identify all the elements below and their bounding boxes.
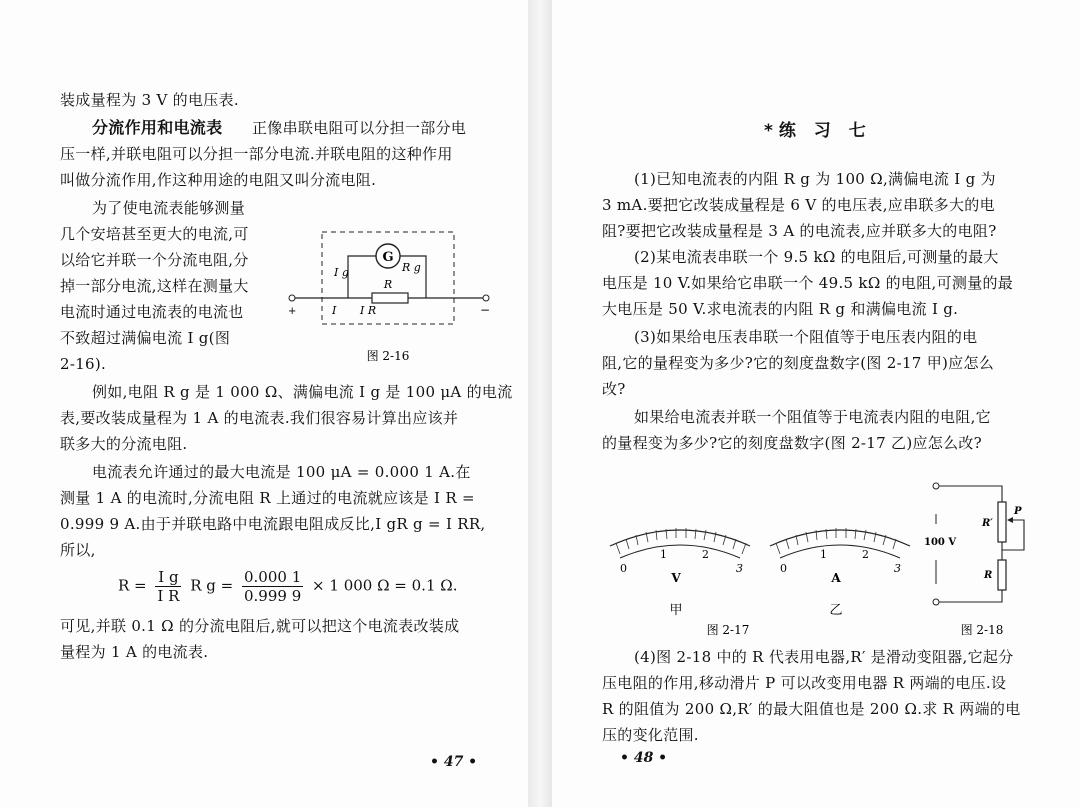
shunt-formula: R = $\frac{\text{I g}}{\text{I R}}$ R g = $\frac{0.000 1}{0.999 9}$ × 1 000 Ω = 0.1 Ω.	[118, 568, 458, 605]
figure-2-16	[284, 226, 494, 376]
svg-text:0: 0	[620, 562, 627, 575]
exercise-title: *练 习 七	[764, 121, 872, 141]
figure-2-18	[922, 474, 1042, 640]
slider-arrow	[1007, 517, 1013, 523]
svg-text:1: 1	[820, 548, 827, 561]
text-line: 3 mA.要把它改装成量程是 6 V 的电压表,应串联多大的电	[602, 196, 995, 214]
text-line: 测量 1 A 的电流时,分流电阻 R 上通过的电流就应该是 I R =	[60, 489, 475, 507]
figure-caption: 图 2-17	[706, 623, 750, 637]
load-resistor	[998, 560, 1006, 590]
text-line: 电流表允许通过的最大电流是 100 μA = 0.000 1 A.在	[92, 463, 471, 481]
text-line: 的量程变为多少?它的刻度盘数字(图 2-17 乙)应怎么改?	[602, 434, 983, 452]
page-number-right: • 48 •	[620, 750, 668, 766]
text-line: 阻,它的量程变为多少?它的刻度盘数字(图 2-17 甲)应怎么	[602, 354, 995, 372]
label-i: I	[332, 304, 337, 317]
text-line: 如果给电流表并联一个阻值等于电流表内阻的电阻,它	[634, 408, 991, 426]
label-r: R	[383, 278, 393, 291]
text-line: 例如,电阻 R g 是 1 000 Ω、满偏电流 I g 是 100 μA 的电流	[92, 383, 513, 401]
svg-text:1: 1	[660, 548, 667, 561]
text-line: 几个安培甚至更大的电流,可	[60, 225, 249, 243]
text-line: R 的阻值为 200 Ω,R′ 的最大阻值也是 200 Ω.求 R 两端的电	[602, 700, 1021, 718]
label-rg: R g	[402, 261, 421, 274]
voltmeter-dial	[610, 528, 750, 618]
rheostat	[998, 502, 1006, 542]
text-line: 以给它并联一个分流电阻,分	[60, 251, 249, 269]
label-p: P	[1014, 506, 1022, 517]
dial-unit-a: A	[831, 571, 841, 585]
text-line: 压的变化范围.	[602, 726, 699, 744]
text-line: (4)图 2-18 中的 R 代表用电器,R′ 是滑动变阻器,它起分	[634, 648, 1014, 666]
text-line: (1)已知电流表的内阻 R g 为 100 Ω,满偏电流 I g 为	[634, 170, 996, 188]
text-line: 2-16).	[60, 355, 107, 373]
text-line: 联多大的分流电阻.	[60, 435, 188, 453]
label-ir: I R	[360, 304, 377, 317]
text-line: 可见,并联 0.1 Ω 的分流电阻后,就可以把这个电流表改装成	[60, 617, 460, 635]
text-line: 所以,	[60, 541, 96, 559]
text-line: 大电压是 50 V.求电流表的内阻 R g 和满偏电流 I g.	[602, 300, 959, 318]
svg-text:3: 3	[736, 562, 743, 575]
dial-unit-v: V	[671, 571, 681, 585]
text-line: 不致超过满偏电流 I g(图	[60, 329, 231, 347]
figure-2-17	[602, 510, 912, 640]
dial-label-yi: 乙	[829, 603, 843, 618]
text-line: (2)某电流表串联一个 9.5 kΩ 的电阻后,可测量的最大	[634, 248, 999, 266]
text-line: 叫做分流作用,作这种用途的电阻又叫分流电阻.	[60, 171, 377, 189]
page-number-left: • 47 •	[430, 754, 478, 770]
svg-text:2: 2	[862, 548, 869, 561]
terminal-bottom	[933, 599, 939, 605]
text-line: 装成量程为 3 V 的电压表.	[60, 91, 239, 109]
text-line: 掉一部分电流,这样在测量大	[60, 277, 249, 295]
text-line: 压电阻的作用,移动滑片 P 可以改变用电器 R 两端的电压.设	[602, 674, 1007, 692]
supply-voltage: 100 V	[924, 537, 957, 548]
section-heading: 分流作用和电流表	[92, 118, 223, 137]
text-line: 改?	[602, 380, 626, 398]
text-line: 电压是 10 V.如果给它串联一个 49.5 kΩ 的电阻,可测量的最	[602, 274, 1014, 292]
text-line: 压一样,并联电阻可以分担一部分电流.并联电阻的这种作用	[60, 145, 453, 163]
figure-caption: 图 2-18	[960, 623, 1004, 637]
text-line: 0.999 9 A.由于并联电路中电流跟电阻成反比,I gR g = I RR,	[60, 515, 486, 533]
terminal-top	[933, 483, 939, 489]
galvanometer-branch	[348, 256, 376, 298]
left-page	[0, 0, 528, 807]
text-line: 阻?要把它改装成量程是 3 A 的电流表,应并联多大的电阻?	[602, 222, 997, 240]
label-r: R	[984, 570, 993, 581]
book-gutter	[528, 0, 552, 807]
shunt-resistor	[372, 293, 408, 303]
right-page	[552, 0, 1080, 807]
terminal-right	[483, 295, 489, 301]
svg-text:0: 0	[780, 562, 787, 575]
svg-text:+: +	[288, 306, 297, 317]
figure-caption: 图 2-16	[366, 349, 410, 363]
text-line: 量程为 1 A 的电流表.	[60, 643, 209, 661]
text-line: 电流时通过电流表的电流也	[60, 303, 244, 321]
text-line: 正像串联电阻可以分担一部分电	[252, 119, 467, 137]
svg-text:2: 2	[702, 548, 709, 561]
terminal-left	[289, 295, 295, 301]
svg-text:−: −	[480, 303, 491, 317]
svg-text:3: 3	[894, 562, 901, 575]
dial-label-jia: 甲	[669, 603, 683, 618]
label-ig: I g	[334, 266, 349, 279]
ammeter-dial	[770, 528, 910, 618]
text-line: (3)如果给电压表串联一个阻值等于电压表内阻的电	[634, 328, 978, 346]
label-rprime: R′	[982, 518, 993, 529]
text-line: 为了使电流表能够测量	[92, 199, 246, 217]
galvanometer-label: G	[382, 250, 394, 265]
text-line: 表,要改装成量程为 1 A 的电流表.我们很容易计算出应该并	[60, 409, 459, 427]
